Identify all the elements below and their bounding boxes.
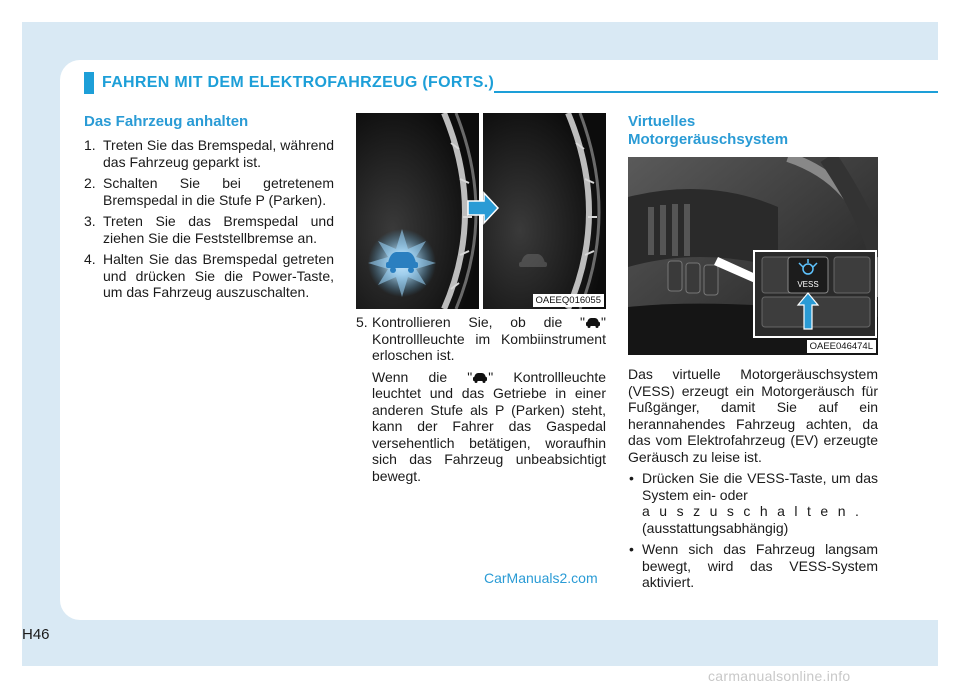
list-item: 1. Treten Sie das Bremspedal, während das Fahrzeug geparkt ist. <box>84 137 334 170</box>
stop-steps-list <box>84 137 334 306</box>
car-warning-icon <box>585 317 601 328</box>
page-number: H46 <box>22 626 50 643</box>
section-title-vess: Virtuelles Motorgeräuschsystem <box>628 113 789 148</box>
vess-bullets <box>628 470 878 591</box>
vess-description: Das virtuelle Motorgeräuschsystem (VESS) erzeugt ein Motorgeräusch für Fußgänger, damit Sie auf ein herannahendes Fahrzeug achten, da das vom Elektrofahrzeug (EV) erzeugte Geräusch zu leise ist. • Drücken Sie die VESS-Taste, um das System ein- oder auszuschalten. (ausstattungsabhängig) • Wenn sich das Fahrzeug langsam bewegt, wird das VESS-System aktiviert. <box>628 366 878 596</box>
car-warning-icon <box>472 372 488 383</box>
header-rule <box>494 91 938 93</box>
vess-button-image <box>628 157 878 355</box>
section-title-stop-vehicle: Das Fahrzeug anhalten <box>84 113 249 130</box>
list-item: • Wenn sich das Fahrzeug langsam bewegt, wird das VESS-System aktiviert. <box>628 541 878 591</box>
vess-button-label: VESS <box>797 280 819 289</box>
header-accent-bar <box>84 72 94 94</box>
cluster-warning-image <box>356 113 606 309</box>
list-item: • Drücken Sie die VESS-Taste, um das System ein- oder auszuschalten. (ausstattungsabhängig) <box>628 470 878 536</box>
step-5: 5. Kontrollieren Sie, ob die " " Kontrollleuchte im Kombiinstrument erloschen ist. Wenn die " " Kontrollleuchte leuchtet und das Getriebe in einer anderen Stufe als P (Parken) steht, kann der Fahrer das Gaspedal versehentlich betätigen, woraufhin sich das Fahrzeug unbeabsichtigt bewegt. <box>356 314 606 484</box>
watermark-link[interactable]: CarManuals2.com <box>484 570 598 586</box>
chapter-header: FAHREN MIT DEM ELEKTROFAHRZEUG (FORTS.) <box>102 74 495 91</box>
image-code-label: OAEE046474L <box>807 340 876 353</box>
list-item: 3. Treten Sie das Bremspedal und ziehen Sie die Feststellbremse an. <box>84 213 334 246</box>
image-code-label: OAEEQ016055 <box>533 294 605 307</box>
list-item: 2. Schalten Sie bei getretenem Bremspedal in die Stufe P (Parken). <box>84 175 334 208</box>
footer-watermark: carmanualsonline.info <box>708 668 851 684</box>
list-item: 4. Halten Sie das Bremspedal getreten und drücken Sie die Power-Taste, um das Fahrzeug auszuschalten. <box>84 251 334 300</box>
